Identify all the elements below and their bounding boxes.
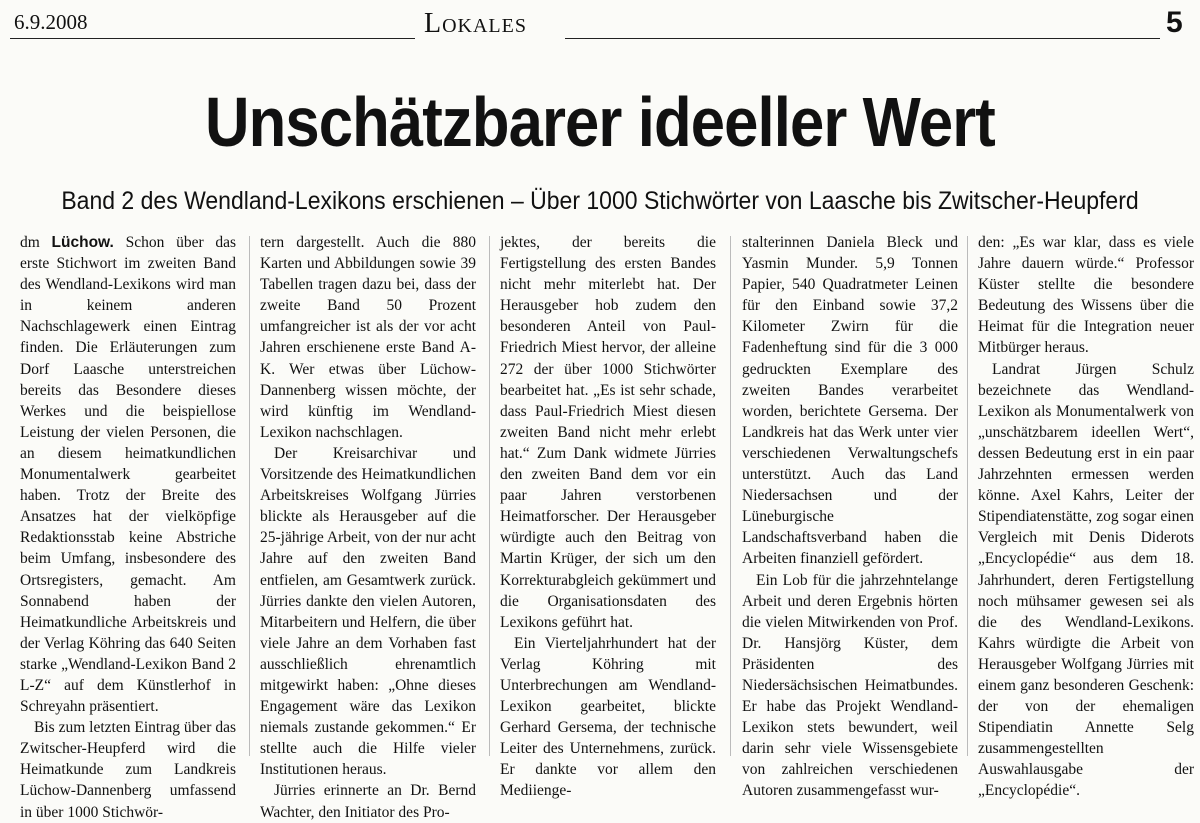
article-subheadline: Band 2 des Wendland-Lexikons erschienen – Über 1000 Stichwörter von Laasche bis Zwitscher-Heupferd [61, 187, 1139, 215]
page-number: 5 [1166, 6, 1183, 39]
article-body [20, 232, 1194, 821]
paragraph: den: „Es war klar, dass es viele Jahre dauern würde.“ Professor Küster stellte die besondere Bedeutung des Wissens über die Heimat für die Integration neuer Mitbürger heraus. [978, 234, 1194, 357]
issue-date: 6.9.2008 [14, 10, 88, 34]
header-rule-right [565, 38, 1160, 39]
article-column-3 [500, 232, 716, 800]
paragraph-text: Schon über das erste Stichwort im zweiten Band des Wendland-Lexikons wird man in keinem anderen Nachschlagewerk einen Eintrag finden. Die Erläuterungen zum Dorf Laasche unterstreichen bereits das Besondere dieses Werkes und die beispiellose Leistung der vielen Personen, die an diesem heimatkundlichen Monumentalwerk gearbeitet haben. Trotz der Breite des Ansatzes hat der vielköpfige Redaktionsstab keine Abstriche beim Umfang, insbesondere des Ortsregisters, gemacht. Am Sonnabend haben der Heimatkundliche Arbeitskreis und der Verlag Köhring das 640 Seiten starke „Wendland-Lexikon Band 2 L-Z“ auf dem Künstlerhof in Schreyahn präsentiert. [20, 234, 237, 716]
paragraph: Ein Vierteljahrhundert hat der Verlag Köhring mit Unterbrechungen am Wendland-Lexikon gearbeitet, blickte Gerhard Gersema, der technische Leiter des Unternehmens, zurück. Er dankte vor allem den Mediienge- [500, 634, 716, 800]
column-divider [967, 236, 968, 756]
paragraph: dm Lüchow. Schon über das erste Stichwort im zweiten Band des Wendland-Lexikons wird man in keinem anderen Nachschlagewerk einen Eintrag finden. Die Erläuterungen zum Dorf Laasche unterstreichen bereits das Besondere dieses Werkes und die beispiellose Leistung der vielen Personen, die an diesem heimatkundlichen Monumentalwerk gearbeitet haben. Trotz der Breite des Ansatzes hat der vielköpfige Redaktionsstab keine Abstriche beim Umfang, insbesondere des Ortsregisters, gemacht. Am Sonnabend haben der Heimatkundliche Arbeitskreis und der Verlag Köhring das 640 Seiten starke „Wendland-Lexikon Band 2 L-Z“ auf dem Künstlerhof in Schreyahn präsentiert. [20, 234, 237, 716]
section-title: Lokales [424, 8, 527, 39]
paragraph: Jürries erinnerte an Dr. Bernd Wachter, den Initiator des Pro- [260, 782, 476, 821]
paragraph: Ein Lob für die jahrzehntelange Arbeit und deren Ergebnis hörten die vielen Mitwirkenden von Prof. Dr. Hansjörg Küster, dem Präsidenten des Niedersächsischen Heimatbundes. Er habe das Projekt Wendland-Lexikon stets bewundert, weil darin sehr viele Wissensgebiete von zahlreichen verschiedenen Autoren zusammengefasst wur- [742, 571, 958, 800]
paragraph: jektes, der bereits die Fertigstellung des ersten Bandes nicht mehr miterlebt hat. Der Herausgeber hob zudem den besonderen Anteil von Paul-Friedrich Miest hervor, der alleine 272 der über 1000 Stichwörter bearbeitet hat. „Es ist sehr schade, dass Paul-Friedrich Miest diesen zweiten Band nicht mehr erlebt hat.“ Zum Dank widmete Jürries den zweiten Band dem vor ein paar Jahren verstorbenen Heimatforscher. Der Herausgeber würdigte auch den Beitrag von Martin Krüger, der sich um den Korrekturabgleich gekümmert und die Organisationsdaten des Lexikons geführt hat. [500, 234, 716, 631]
article-headline: Unschätzbarer ideeller Wert [205, 83, 995, 161]
paragraph: Landrat Jürgen Schulz bezeichnete das Wendland-Lexikon als Monumentalwerk von „unschätzbarem ideellen Wert“, dessen Bedeutung erst in ein paar Jahrzehnten ermessen werden könne. Axel Kahrs, Leiter der Stipendiatenstätte, zog sogar einen Vergleich mit Denis Diderots „Encyclopédie“ aus dem 18. Jahrhundert, deren Fertigstellung noch mühsamer gewesen sei als die des Wendland-Lexikons. Kahrs würdigte die Arbeit von Herausgeber Wolfgang Jürries mit einem ganz besonderen Geschenk: der von der ehemaligen Stipendiatin Annette Selg zusammengestellten Auswahlausgabe der „Encyclopédie“. [978, 360, 1194, 800]
article-column-2 [260, 232, 476, 821]
page-header [0, 6, 1200, 46]
column-divider [489, 236, 490, 756]
paragraph: stalterinnen Daniela Bleck und Yasmin Munder. 5,9 Tonnen Papier, 540 Quadratmeter Leinen für den Einband sowie 37,2 Kilometer Zwirn für die Fadenheftung sind für die 3 000 gedruckten Exemplare des zweiten Bandes verarbeitet worden, berichtete Gersema. Der Landkreis hat das Werk unter vier verschiedenen Verwaltungschefs unterstützt. Auch das Land Niedersachsen und der Lüneburgische Landschaftsverband haben die Arbeiten finanziell gefördert. [742, 234, 958, 568]
header-rule-left [10, 38, 415, 39]
article-column-4 [742, 232, 958, 800]
paragraph: tern dargestellt. Auch die 880 Karten und Abbildungen sowie 39 Tabellen tragen dazu bei, dass der zweite Band 50 Prozent umfangreicher ist als der vor acht Jahren erschienene erste Band A-K. Wer etwas über Lüchow-Dannenberg wissen möchte, der wird künftig im Wendland-Lexikon nachschlagen. [260, 234, 476, 441]
dateline: Lüchow. [51, 234, 114, 251]
column-divider [730, 236, 731, 756]
column-divider [249, 236, 250, 756]
paragraph: Bis zum letzten Eintrag über das Zwitscher-Heupferd wird die Heimatkunde zum Landkreis Lüchow-Dannenberg umfassend in über 1000 Stichwör- [20, 719, 236, 821]
paragraph: Der Kreisarchivar und Vorsitzende des Heimatkundlichen Arbeitskreises Wolfgang Jürries blickte als Herausgeber auf die 25-jährige Arbeit, von der nur acht Jahre auf den zweiten Band entfielen, am Gesamtwerk zurück. Jürries dankte den vielen Autoren, Mitarbeitern und Helfern, die über viele Jahre an dem Vorhaben fast ausschließlich ehrenamtlich mitgewirkt haben: „Ohne dieses Engagement wäre das Lexikon niemals zustande gekommen.“ Er stellte auch die Hilfe vieler Institutionen heraus. [260, 444, 476, 779]
article-column-5 [978, 232, 1194, 800]
article-column-1 [20, 232, 237, 821]
